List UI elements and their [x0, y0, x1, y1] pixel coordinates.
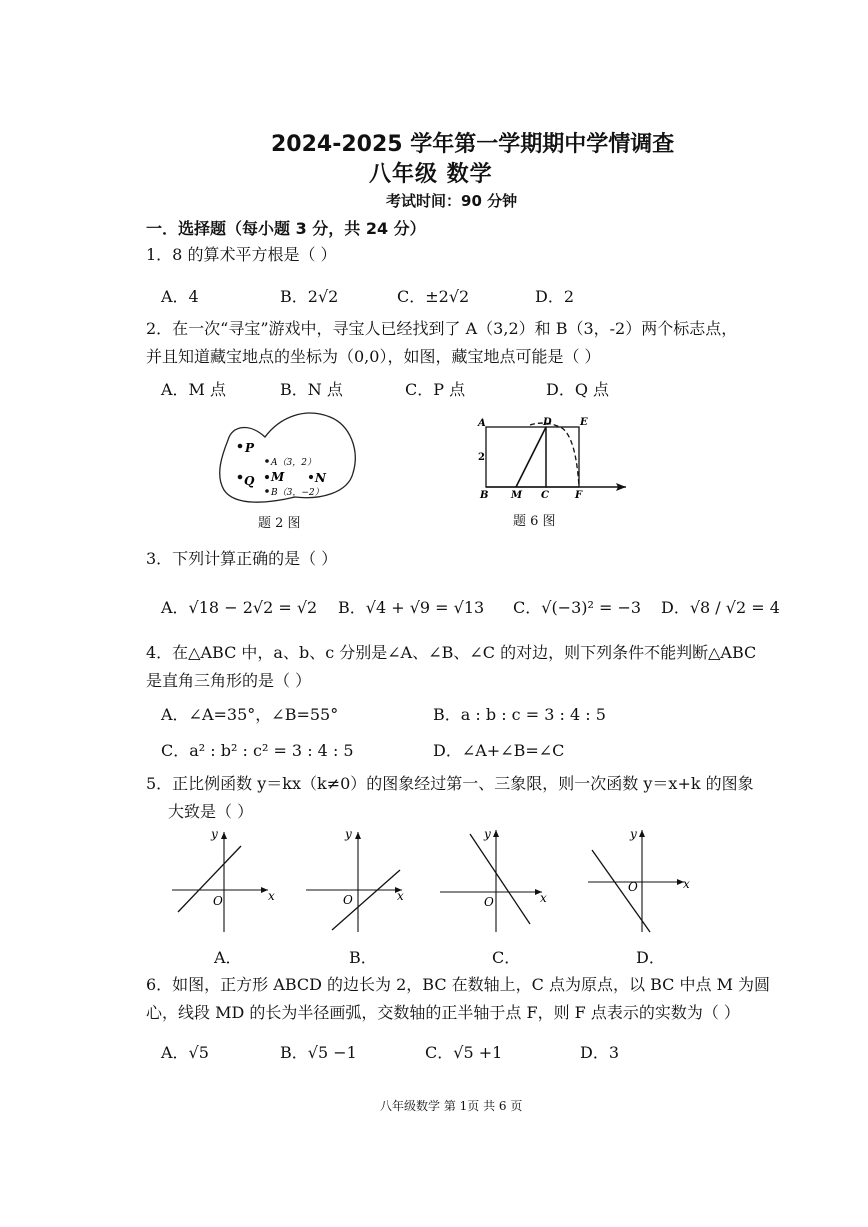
q2-stem-line2: 并且知道藏宝地点的坐标为（0,0），如图，藏宝地点可能是（ ） [146, 347, 601, 366]
x-axis-arrow [261, 887, 268, 893]
point-m-dot [265, 475, 269, 479]
point-q-dot [238, 475, 243, 480]
label-d: D [543, 417, 552, 428]
point-a-label: A（3，2） [271, 458, 316, 468]
point-n-label: N [315, 471, 326, 485]
segment-md [516, 427, 546, 487]
q6-option-a: A．√5 [161, 1043, 209, 1062]
point-q-label: Q [244, 474, 255, 488]
q3-option-c: C．√(−3)² = −3 [513, 598, 642, 617]
point-p-dot [238, 444, 243, 449]
q4-stem-line1: 4．在△ABC 中，a、b、c 分别是∠A、∠B、∠C 的对边，则下列条件不能判断△ABC [146, 643, 757, 662]
label-f: F [575, 490, 583, 501]
q5-option-d: D． [636, 948, 665, 967]
point-n-dot [309, 475, 313, 479]
q3-option-a: A．√18 − 2√2 = √2 [161, 598, 318, 617]
y-label: y [345, 827, 352, 841]
q5-graph-c [436, 826, 554, 936]
y-label: y [484, 827, 491, 841]
q2-option-b: B．N 点 [280, 380, 343, 399]
function-line [470, 834, 530, 924]
q3-option-d: D．√8 / √2 = 4 [661, 598, 780, 617]
q5-option-b: B． [349, 948, 377, 967]
q4-option-b: B．a : b : c = 3 : 4 : 5 [433, 705, 606, 724]
q1-option-a: A．4 [161, 287, 199, 306]
exam-time: 考试时间：90 分钟 [386, 192, 518, 210]
rectangle-dcfe [546, 427, 579, 487]
origin-label: O [343, 893, 353, 907]
q5-graph-b [302, 826, 414, 936]
q2-treasure-map-figure [210, 405, 360, 510]
point-b-dot [265, 489, 269, 493]
q4-stem-line2: 是直角三角形的是（ ） [146, 671, 312, 690]
label-m: M [511, 490, 523, 501]
y-axis-arrow [355, 832, 361, 839]
q4-option-d: D．∠A+∠B=∠C [433, 741, 565, 760]
q6-option-c: C．√5 +1 [425, 1043, 503, 1062]
q5-graph-d [584, 826, 696, 936]
origin-label: O [484, 895, 494, 909]
q2-stem-line1: 2．在一次“寻宝”游戏中，寻宝人已经找到了 A（3,2）和 B（3，-2）两个标志点， [146, 319, 738, 338]
x-label: x [683, 877, 690, 891]
point-b-label: B（3，−2） [271, 488, 324, 498]
q2-option-a: A．M 点 [161, 380, 227, 399]
y-label: y [630, 827, 637, 841]
q3-option-b: B．√4 + √9 = √13 [338, 598, 485, 617]
q6-stem-line1: 6．如图，正方形 ABCD 的边长为 2，BC 在数轴上，C 点为原点，以 BC 中点 M 为圆 [146, 975, 771, 994]
label-e: E [580, 417, 588, 428]
q2-option-c: C．P 点 [405, 380, 466, 399]
point-p-label: P [245, 441, 255, 455]
square-abcd [486, 427, 546, 487]
q5-option-a: A． [214, 948, 242, 967]
function-line [592, 850, 650, 932]
q5-stem-line1: 5．正比例函数 y＝kx（k≠0）的图象经过第一、三象限，则一次函数 y＝x+k 的图象 [146, 774, 754, 793]
label-side-length: 2 [478, 452, 485, 463]
q1-stem: 1．8 的算术平方根是（ ） [146, 245, 337, 264]
grade-subject: 八年级 数学 [369, 162, 493, 187]
label-b: B [480, 490, 489, 501]
origin-label: O [628, 880, 638, 894]
y-axis-arrow [221, 832, 227, 839]
q6-option-b: B．√5 −1 [280, 1043, 357, 1062]
function-line [178, 846, 241, 912]
x-label: x [268, 889, 275, 903]
y-label: y [211, 827, 218, 841]
q4-option-c: C．a² : b² : c² = 3 : 4 : 5 [161, 741, 354, 760]
q2-figure-caption: 题 2 图 [258, 516, 301, 531]
point-m-label: M [271, 470, 285, 484]
label-a: A [478, 418, 486, 429]
origin-label: O [213, 894, 223, 908]
q1-option-b: B．2√2 [280, 287, 339, 306]
q5-option-c: C． [492, 948, 521, 967]
y-axis-arrow [493, 830, 499, 837]
y-axis-arrow [639, 830, 645, 837]
exam-title: 2024-2025 学年第一学期期中学情调查 [271, 132, 675, 157]
q5-stem-line2: 大致是（ ） [168, 802, 254, 821]
q3-stem: 3．下列计算正确的是（ ） [146, 549, 338, 568]
label-c: C [541, 490, 549, 501]
q2-option-d: D．Q 点 [546, 380, 610, 399]
x-label: x [397, 889, 404, 903]
q6-option-d: D．3 [580, 1043, 620, 1062]
page-footer: 八年级数学 第 1页 共 6 页 [380, 1099, 523, 1113]
q5-graph-a [168, 826, 280, 936]
section-heading: 一．选择题（每小题 3 分，共 24 分） [146, 219, 426, 238]
q6-square-figure [468, 410, 633, 502]
q4-option-a: A．∠A=35°，∠B=55° [161, 705, 339, 724]
point-a-dot [265, 459, 269, 463]
x-label: x [540, 891, 547, 905]
arc-md [530, 423, 579, 487]
q6-figure-caption: 题 6 图 [513, 514, 556, 529]
q6-stem-line2: 心，线段 MD 的长为半径画弧，交数轴的正半轴于点 F，则 F 点表示的实数为（ ） [146, 1003, 740, 1022]
q1-option-d: D．2 [535, 287, 575, 306]
q1-option-c: C．±2√2 [397, 287, 470, 306]
